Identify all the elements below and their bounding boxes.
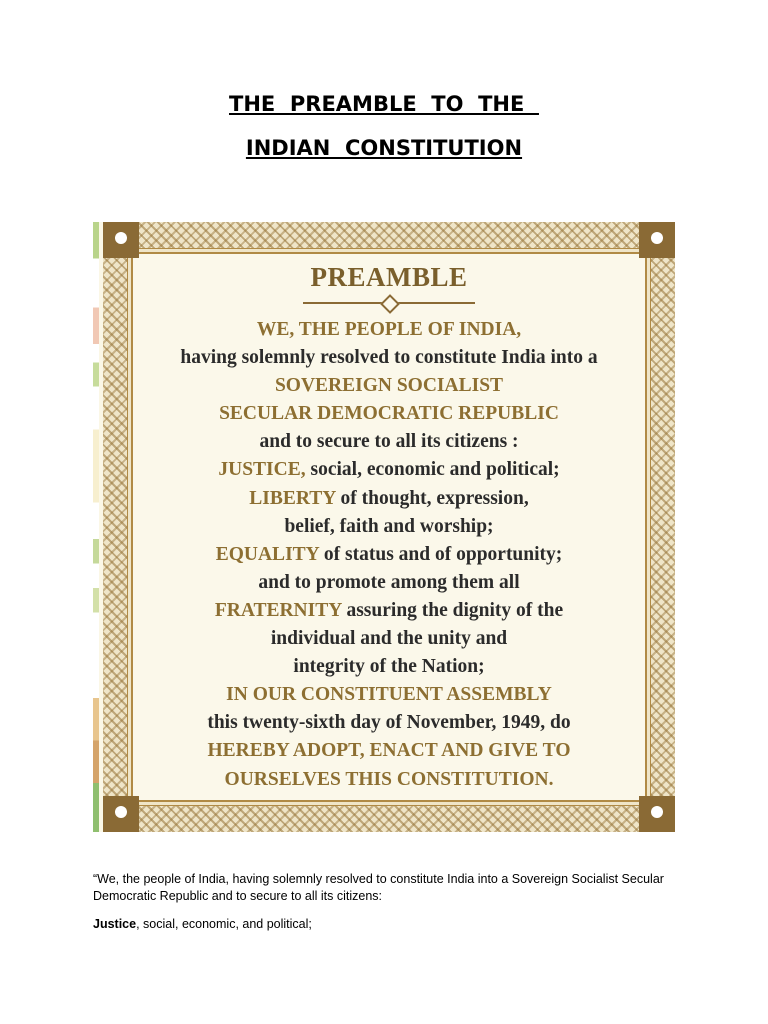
corner-ornament-top-right <box>639 222 675 258</box>
preamble-heading: PREAMBLE <box>310 262 468 292</box>
preamble-line-text: LIBERTY <box>249 487 336 509</box>
preamble-line-text: HEREBY ADOPT, ENACT AND GIVE TO <box>207 740 571 762</box>
preamble-line-text: social, economic and political; <box>305 459 560 481</box>
justice-description: , social, economic, and political; <box>136 917 312 931</box>
preamble-line-text: of status and of opportunity; <box>319 543 563 565</box>
preamble-line <box>131 541 647 569</box>
corner-ornament-bottom-right <box>639 796 675 832</box>
preamble-line-text: OURSELVES THIS CONSTITUTION. <box>224 768 554 790</box>
preamble-line <box>131 681 647 709</box>
preamble-line <box>131 737 647 765</box>
preamble-line <box>131 653 647 681</box>
preamble-line <box>131 597 647 625</box>
preamble-line <box>131 456 647 484</box>
preamble-line-text: integrity of the Nation; <box>293 656 485 678</box>
preamble-line-text: having solemnly resolved to constitute India into a <box>180 347 598 369</box>
preamble-line-text: belief, faith and worship; <box>284 515 494 537</box>
preamble-line-text: of thought, expression, <box>335 487 529 509</box>
preamble-line-text: EQUALITY <box>215 543 320 565</box>
preamble-line-text: SECULAR DEMOCRATIC REPUBLIC <box>219 403 559 425</box>
document-title-line2: INDIAN CONSTITUTION <box>245 136 523 160</box>
preamble-line-text: WE, THE PEOPLE OF INDIA, <box>256 319 522 340</box>
preamble-line <box>131 428 647 456</box>
preamble-line-text: this twenty-sixth day of November, 1949, do <box>207 712 571 734</box>
corner-ornament-top-left <box>103 222 139 258</box>
preamble-line-text: FRATERNITY <box>214 599 342 621</box>
preamble-text <box>131 260 647 794</box>
preamble-line-text: and to secure to all its citizens : <box>259 431 519 453</box>
preamble-line <box>131 485 647 513</box>
corner-ornament-bottom-left <box>103 796 139 832</box>
preamble-line <box>131 344 647 372</box>
preamble-line-text: SOVEREIGN SOCIALIST <box>274 375 504 397</box>
preamble-line <box>131 372 647 400</box>
preamble-line <box>131 709 647 737</box>
preamble-line <box>131 316 647 344</box>
body-paragraph-intro: “We, the people of India, having solemnly resolved to constitute India into a Sovereign Socialist Secular Democratic Republic and to secure to all its citizens: <box>93 872 664 903</box>
preamble-image <box>93 222 675 832</box>
preamble-line-text: IN OUR CONSTITUENT ASSEMBLY <box>226 684 552 706</box>
preamble-line-text: and to promote among them all <box>258 571 520 593</box>
preamble-line <box>131 625 647 653</box>
document-title-line1: THE PREAMBLE TO THE <box>229 92 539 116</box>
preamble-line-text: individual and the unity and <box>270 628 508 650</box>
preamble-line-text: JUSTICE, <box>218 459 306 481</box>
preamble-line <box>131 766 647 794</box>
heading-divider <box>303 296 475 310</box>
preamble-line <box>131 569 647 597</box>
preamble-lines <box>131 316 647 794</box>
preamble-line <box>131 513 647 541</box>
body-paragraph-justice <box>93 916 693 933</box>
preamble-line-text: assuring the dignity of the <box>341 599 564 621</box>
preamble-line <box>131 400 647 428</box>
image-edge-strip <box>93 222 99 832</box>
justice-term: Justice <box>93 917 137 931</box>
